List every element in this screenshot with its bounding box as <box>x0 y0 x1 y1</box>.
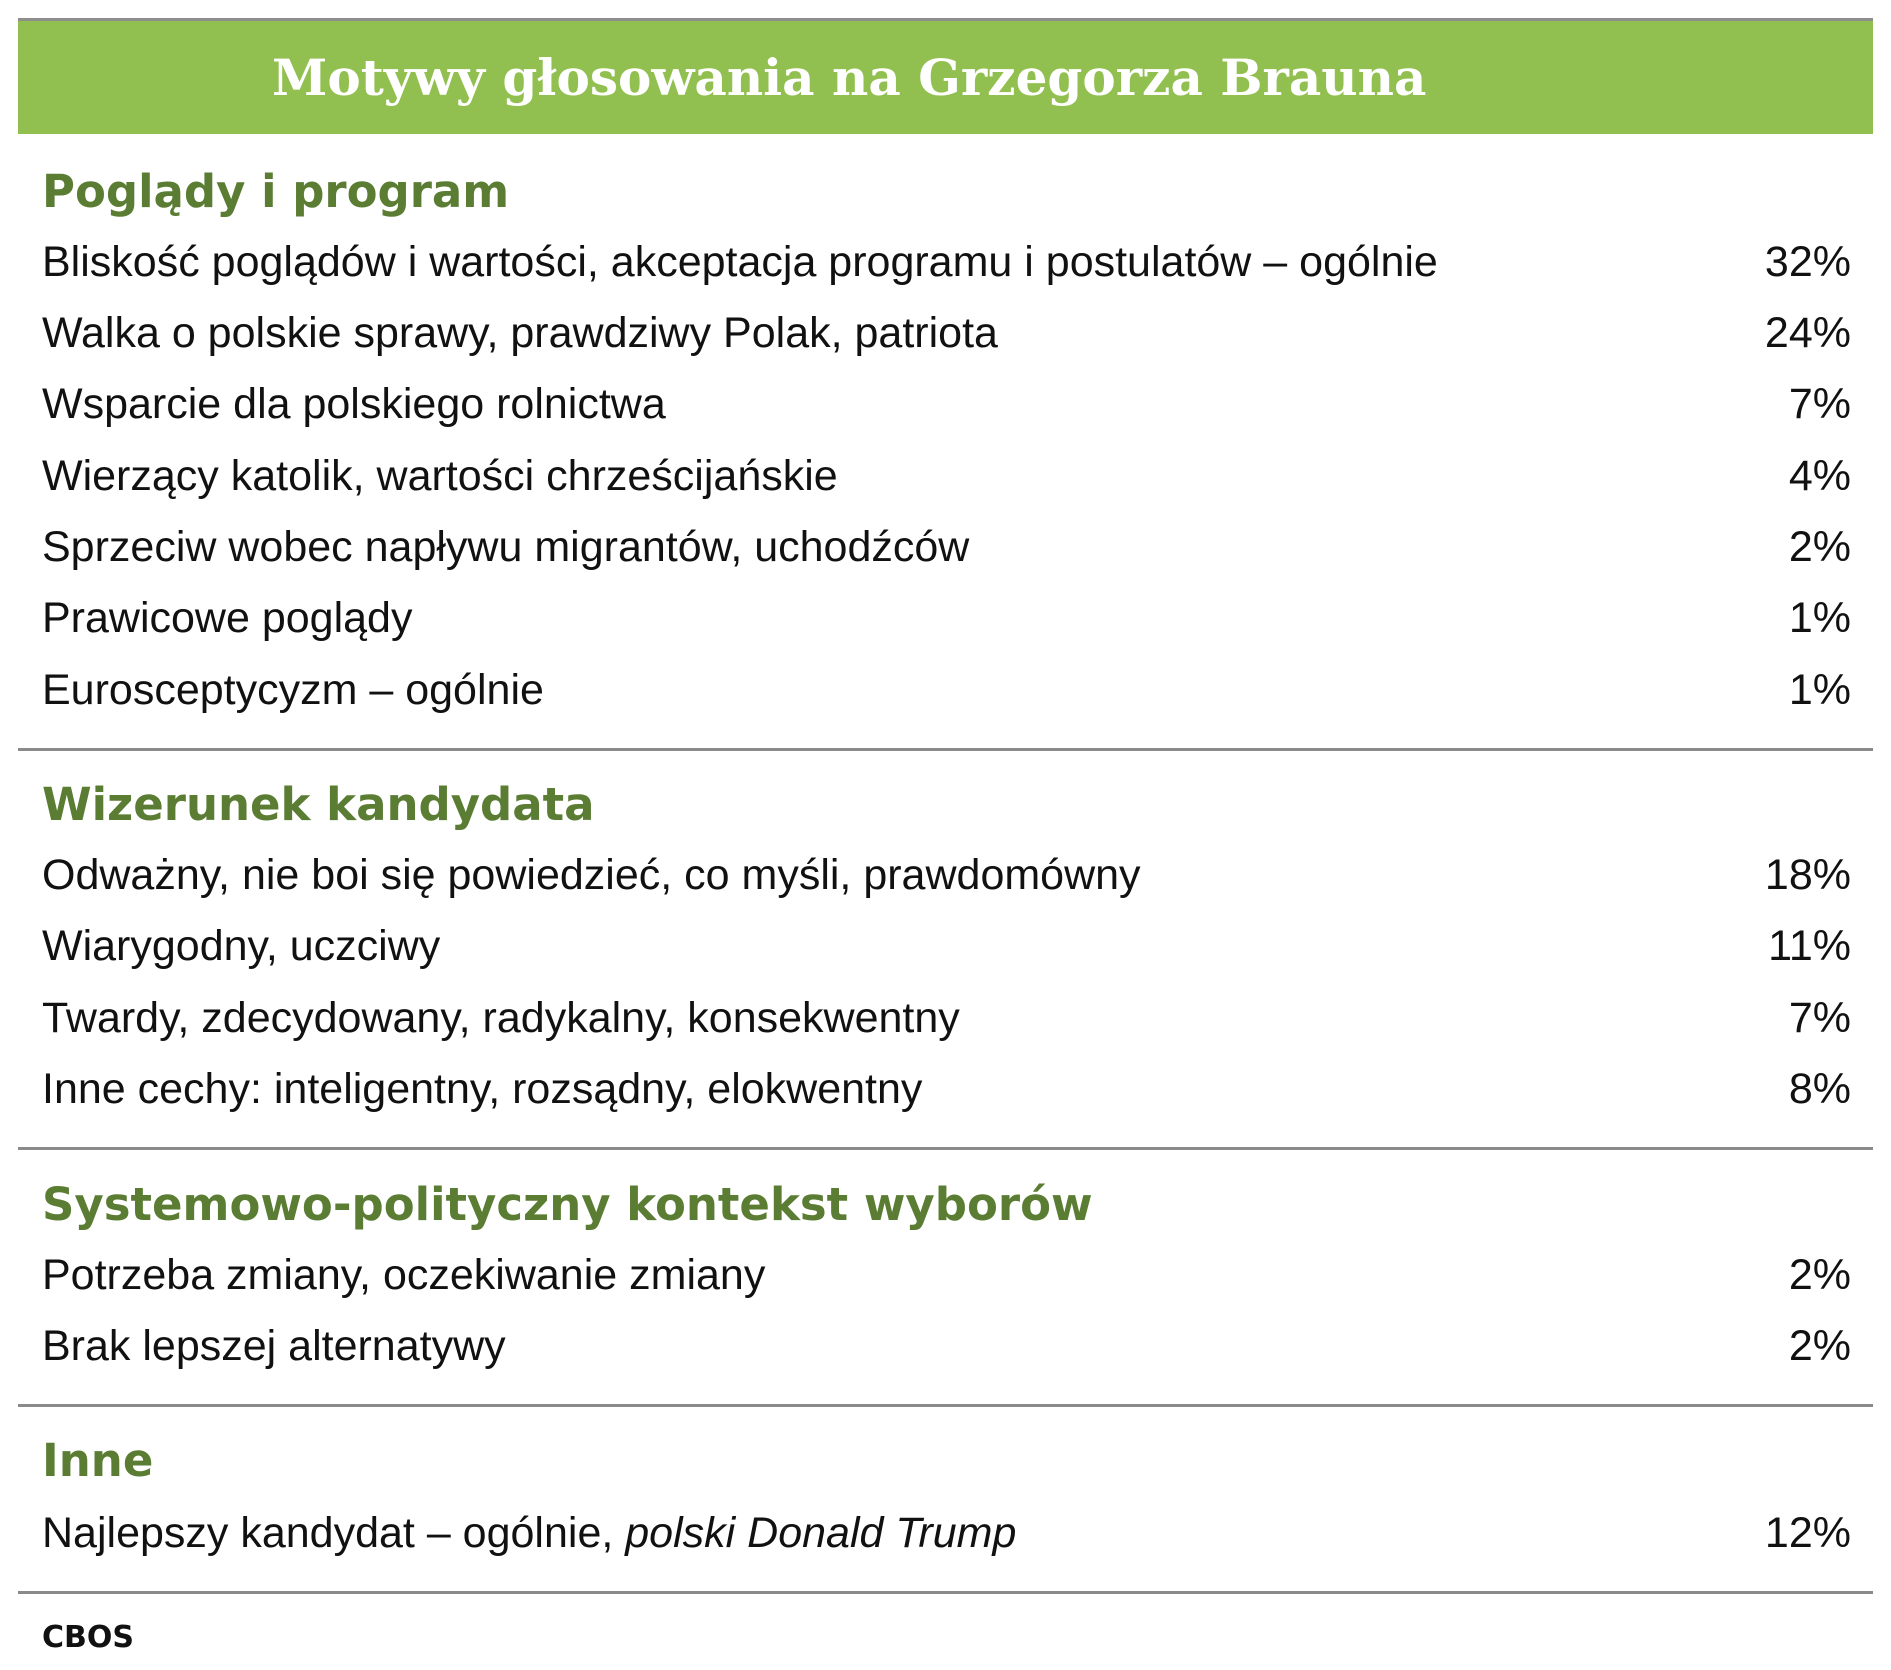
source-label: CBOS <box>42 1620 134 1655</box>
row-label: Inne cechy: inteligentny, rozsądny, elokwentny <box>42 1065 923 1113</box>
section-divider <box>18 1404 1873 1407</box>
row-label: Brak lepszej alternatywy <box>42 1322 506 1370</box>
table-row <box>42 1316 1851 1376</box>
section-divider <box>18 1147 1873 1150</box>
row-value: 32% <box>1764 238 1851 286</box>
row-label: Walka o polskie sprawy, prawdziwy Polak, patriota <box>42 309 998 357</box>
row-value: 2% <box>1788 523 1851 571</box>
row-label: Prawicowe poglądy <box>42 594 413 642</box>
table-row <box>42 916 1851 976</box>
row-label: Eurosceptycyzm – ogólnie <box>42 666 544 714</box>
section-divider <box>18 748 1873 751</box>
row-value: 1% <box>1788 594 1851 642</box>
section-title-other: Inne <box>42 1434 154 1487</box>
table-row <box>42 374 1851 434</box>
table-row <box>42 232 1851 292</box>
row-label-plain: Najlepszy kandydat – ogólnie, <box>42 1509 626 1557</box>
table-row <box>42 588 1851 648</box>
bottom-rule <box>18 1591 1873 1594</box>
row-value: 8% <box>1788 1065 1851 1113</box>
table-row <box>42 988 1851 1048</box>
row-label <box>42 1503 1016 1563</box>
row-value: 7% <box>1788 380 1851 428</box>
row-value: 1% <box>1788 666 1851 714</box>
row-label: Twardy, zdecydowany, radykalny, konsekwentny <box>42 994 960 1042</box>
row-value: 2% <box>1788 1322 1851 1370</box>
row-value: 2% <box>1788 1251 1851 1299</box>
row-value: 7% <box>1788 994 1851 1042</box>
table-row <box>42 446 1851 506</box>
row-label: Bliskość poglądów i wartości, akceptacja programu i postulatów – ogólnie <box>42 238 1438 286</box>
table-row <box>42 1503 1851 1563</box>
row-value: 4% <box>1788 452 1851 500</box>
table-row <box>42 1245 1851 1305</box>
row-label: Wsparcie dla polskiego rolnictwa <box>42 380 666 428</box>
row-value: 12% <box>1764 1509 1851 1557</box>
table-row <box>42 845 1851 905</box>
chart-title: Motywy głosowania na Grzegorza Brauna <box>272 48 1427 107</box>
table-row <box>42 303 1851 363</box>
section-title-views-program: Poglądy i program <box>42 165 510 218</box>
row-label: Wiarygodny, uczciwy <box>42 922 441 970</box>
row-label: Sprzeciw wobec napływu migrantów, uchodźców <box>42 523 970 571</box>
row-label-italic: polski Donald Trump <box>625 1509 1017 1557</box>
section-title-political-context: Systemowo-polityczny kontekst wyborów <box>42 1178 1093 1231</box>
table-row <box>42 517 1851 577</box>
row-value: 18% <box>1764 851 1851 899</box>
section-title-candidate-image: Wizerunek kandydata <box>42 778 595 831</box>
row-label: Wierzący katolik, wartości chrześcijańskie <box>42 452 838 500</box>
row-value: 11% <box>1768 922 1851 970</box>
row-label: Odważny, nie boi się powiedzieć, co myśli, prawdomówny <box>42 851 1141 899</box>
table-row <box>42 1059 1851 1119</box>
row-label: Potrzeba zmiany, oczekiwanie zmiany <box>42 1251 766 1299</box>
row-value: 24% <box>1764 309 1851 357</box>
table-row <box>42 660 1851 720</box>
